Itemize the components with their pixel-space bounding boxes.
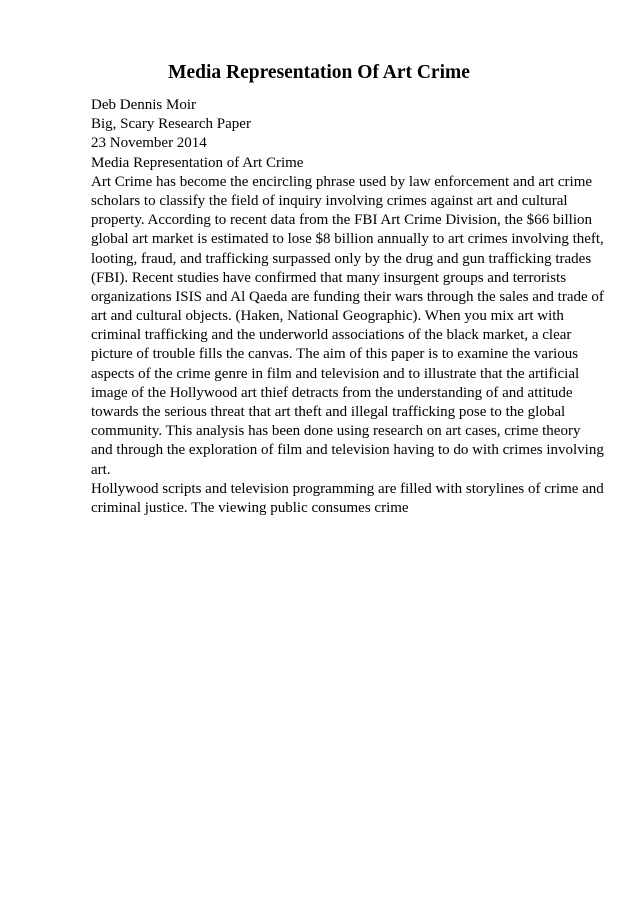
paragraph-line: picture of trouble fills the canvas. The aim of this paper is to examine the various: [91, 346, 579, 363]
paragraph-line: criminal trafficking and the underworld associations of the black market, a clear: [91, 327, 572, 344]
paragraph-line: organizations ISIS and Al Qaeda are funding their wars through the sales and trade of: [91, 288, 604, 305]
paragraph-line: image of the Hollywood art thief detracts from the understanding of and attitude: [91, 384, 573, 401]
paragraph-line: towards the serious threat that art theft and illegal trafficking pose to the global: [91, 404, 566, 420]
date-line: 23 November 2014: [91, 135, 207, 152]
paragraph-line: and through the exploration of film and television having to do with crimes involving: [91, 442, 604, 459]
author-line: Deb Dennis Moir: [91, 97, 196, 113]
course-line: Big, Scary Research Paper: [91, 116, 251, 133]
document-title: Media Representation Of Art Crime: [168, 62, 470, 83]
document-body: [91, 96, 611, 518]
paragraph-line: looting, fraud, and trafficking surpassed only by the drug and gun trafficking trades: [91, 250, 592, 267]
paragraph-line: aspects of the crime genre in film and television and to illustrate that the artificial: [91, 365, 580, 382]
paragraph-line: global art market is estimated to lose $8 billion annually to art crimes involving theft,: [91, 231, 604, 248]
heading-line: Media Representation of Art Crime: [91, 154, 304, 171]
paragraph-line: art.: [91, 461, 111, 478]
paragraph-line: (FBI). Recent studies have confirmed that many insurgent groups and terrorists: [91, 269, 567, 286]
paragraph-line: Art Crime has become the encircling phrase used by law enforcement and art crime: [91, 173, 593, 190]
paragraph-line: art and cultural objects. (Haken, National Geographic). When you mix art with: [91, 308, 564, 325]
paragraph-line: scholars to classify the field of inquiry involving crimes against art and cultural: [91, 192, 568, 209]
paragraph-line: community. This analysis has been done using research on art cases, crime theory: [91, 423, 581, 440]
paragraph-line: criminal justice. The viewing public consumes crime: [91, 499, 409, 516]
paragraph-line: property. According to recent data from the FBI Art Crime Division, the $66 billion: [91, 212, 593, 229]
paragraph-line: Hollywood scripts and television programming are filled with storylines of crime and: [91, 480, 604, 497]
